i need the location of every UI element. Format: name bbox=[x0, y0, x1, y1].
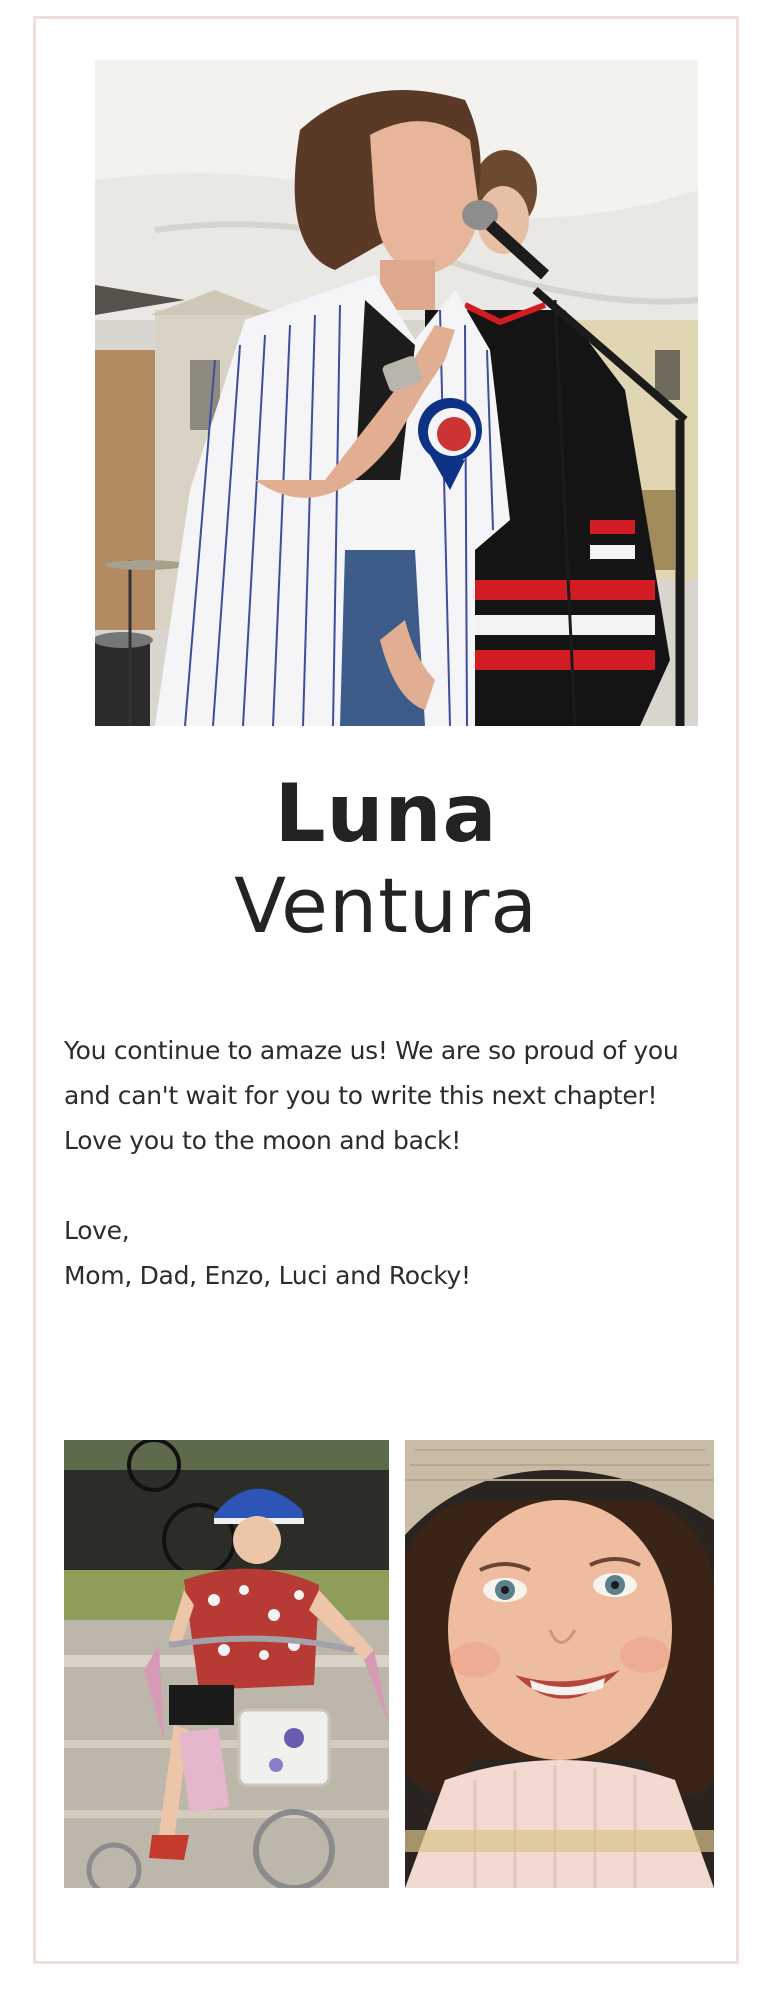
child-on-bicycle-photo bbox=[64, 1440, 389, 1888]
toddler-portrait-photo bbox=[405, 1440, 714, 1888]
message-line: Love you to the moon and back! bbox=[64, 1126, 461, 1155]
first-name-heading: Luna bbox=[274, 767, 498, 860]
message-signoff: Love, bbox=[64, 1216, 130, 1245]
message-line: You continue to amaze us! We are so proud of you bbox=[64, 1036, 679, 1065]
last-name-heading: Ventura bbox=[234, 861, 538, 950]
dedication-message bbox=[64, 1028, 714, 1298]
message-line: and can't wait for you to write this next chapter! bbox=[64, 1081, 658, 1110]
singer-with-microphone-photo bbox=[95, 60, 698, 726]
message-signature: Mom, Dad, Enzo, Luci and Rocky! bbox=[64, 1261, 471, 1290]
